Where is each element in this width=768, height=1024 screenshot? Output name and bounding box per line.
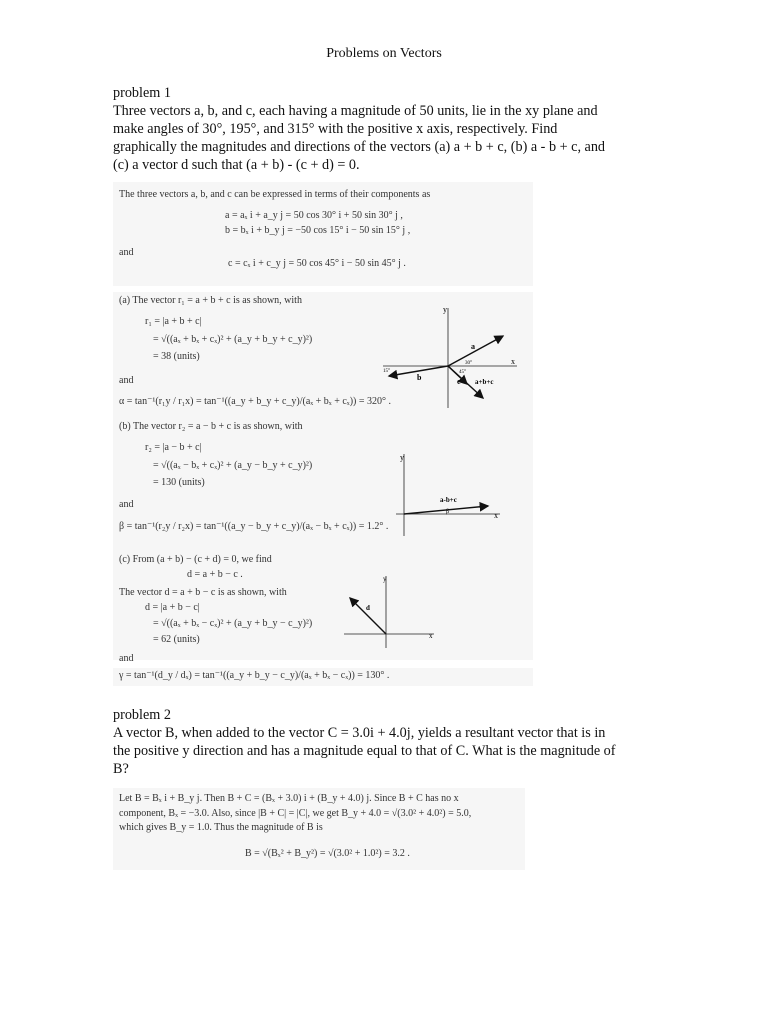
- and-label-3: and: [119, 499, 134, 510]
- figure-a-minus-b-plus-c: [390, 450, 506, 540]
- label-c: c: [457, 377, 461, 386]
- r2-line-3: = 130 (units): [153, 477, 205, 488]
- x-axis-label: x: [494, 511, 498, 520]
- problem-2-line-2: the positive y direction and has a magnitude equal to that of C. What is the magnitude of: [113, 743, 616, 759]
- problem-2-heading: problem 2: [113, 707, 171, 723]
- d-line-1: d = |a + b − c|: [145, 602, 200, 613]
- label-angle-15: 15°: [383, 369, 390, 374]
- and-label-4: and: [119, 653, 134, 664]
- and-label-1: and: [119, 247, 134, 258]
- label-b: b: [417, 373, 422, 382]
- label-sum: a+b+c: [475, 378, 494, 386]
- problem-2-line-3: B?: [113, 761, 129, 777]
- d-line-2: = √((aₓ + bₓ − cₓ)² + (a_y + b_y − c_y)²): [153, 618, 313, 629]
- part-c-intro: (c) From (a + b) − (c + d) = 0, we find: [119, 554, 272, 565]
- label-angle-30: 30°: [465, 361, 472, 366]
- d-equation: d = a + b − c .: [187, 569, 243, 580]
- label-d: d: [366, 604, 370, 612]
- part-a-intro: (a) The vector r₁ = a + b + c is as shown, with: [119, 295, 302, 306]
- label-vector: a-b+c: [440, 496, 457, 504]
- problem-1-heading: problem 1: [113, 85, 171, 101]
- page-title: Problems on Vectors: [326, 46, 442, 61]
- r2-line-1: r₂ = |a − b + c|: [145, 442, 202, 453]
- part-b-intro: (b) The vector r₂ = a − b + c is as shown, with: [119, 421, 303, 432]
- y-axis-label: y: [443, 305, 447, 314]
- problem-1-line-2: make angles of 30°, 195°, and 315° with the positive x axis, respectively. Find: [113, 121, 558, 137]
- equation-b: b = bₓ i + b_y j = −50 cos 15° i − 50 sin 15° j ,: [225, 225, 411, 236]
- p2-solution-line-2: component, Bₓ = −3.0. Also, since |B + C| = |C|, we get B_y + 4.0 = √(3.0² + 4.0²) = 5.0,: [119, 808, 472, 819]
- problem-2-solution-block: [113, 788, 525, 870]
- d-shown-intro: The vector d = a + b − c is as shown, with: [119, 587, 287, 598]
- solution-components-block: [113, 182, 533, 286]
- label-a: a: [471, 342, 475, 351]
- r1-line-2: = √((aₓ + bₓ + cₓ)² + (a_y + b_y + c_y)²): [153, 334, 313, 345]
- r1-line-3: = 38 (units): [153, 351, 200, 362]
- alpha-equation: α = tan⁻¹(r₁y / r₁x) = tan⁻¹((a_y + b_y + c_y)/(aₓ + bₓ + cₓ)) = 320° .: [119, 396, 391, 407]
- y-axis-label: y: [383, 575, 387, 583]
- x-axis-label: x: [429, 632, 433, 640]
- components-intro: The three vectors a, b, and c can be expressed in terms of their components as: [119, 189, 431, 200]
- problem-1-line-4: (c) a vector d such that (a + b) - (c + d) = 0.: [113, 157, 360, 173]
- figure-d: [340, 572, 440, 652]
- beta-equation: β = tan⁻¹(r₂y / r₂x) = tan⁻¹((a_y − b_y + c_y)/(aₓ − bₓ + cₓ)) = 1.2° .: [119, 521, 389, 532]
- p2-solution-line-1: Let B = Bₓ i + B_y j. Then B + C = (Bₓ + 3.0) i + (B_y + 4.0) j. Since B + C has no x: [119, 793, 459, 804]
- problem-2-line-1: A vector B, when added to the vector C = 3.0i + 4.0j, yields a resultant vector that is in: [113, 725, 606, 741]
- equation-a: a = aₓ i + a_y j = 50 cos 30° i + 50 sin 30° j ,: [225, 210, 403, 221]
- r2-line-2: = √((aₓ − bₓ + cₓ)² + (a_y − b_y + c_y)²): [153, 460, 313, 471]
- label-angle-45: 45°: [459, 370, 466, 375]
- vector-a: [448, 336, 503, 366]
- gamma-row: [113, 668, 533, 686]
- r1-line-1: r₁ = |a + b + c|: [145, 316, 202, 327]
- equation-c: c = cₓ i + c_y j = 50 cos 45° i − 50 sin 45° j .: [228, 258, 406, 269]
- d-line-3: = 62 (units): [153, 634, 200, 645]
- problem-2-statement: [113, 724, 653, 778]
- p2-magnitude-equation: B = √(Bₓ² + B_y²) = √(3.0² + 1.0²) = 3.2 .: [245, 848, 410, 859]
- gamma-equation: γ = tan⁻¹(d_y / dₓ) = tan⁻¹((a_y + b_y − c_y)/(aₓ + bₓ − cₓ)) = 130° .: [119, 670, 390, 681]
- label-beta: β: [446, 509, 450, 515]
- figure-sum-abc: [375, 300, 525, 412]
- x-axis-label: x: [511, 357, 515, 366]
- problem-1-statement: [113, 102, 653, 174]
- problem-1-line-1: Three vectors a, b, and c, each having a magnitude of 50 units, lie in the xy plane and: [113, 103, 598, 119]
- p2-solution-line-3: which gives B_y = 1.0. Thus the magnitude of B is: [119, 822, 323, 833]
- and-label-2: and: [119, 375, 134, 386]
- problem-1-line-3: graphically the magnitudes and directions of the vectors (a) a + b + c, (b) a - b + c, and: [113, 139, 606, 155]
- y-axis-label: y: [400, 453, 404, 462]
